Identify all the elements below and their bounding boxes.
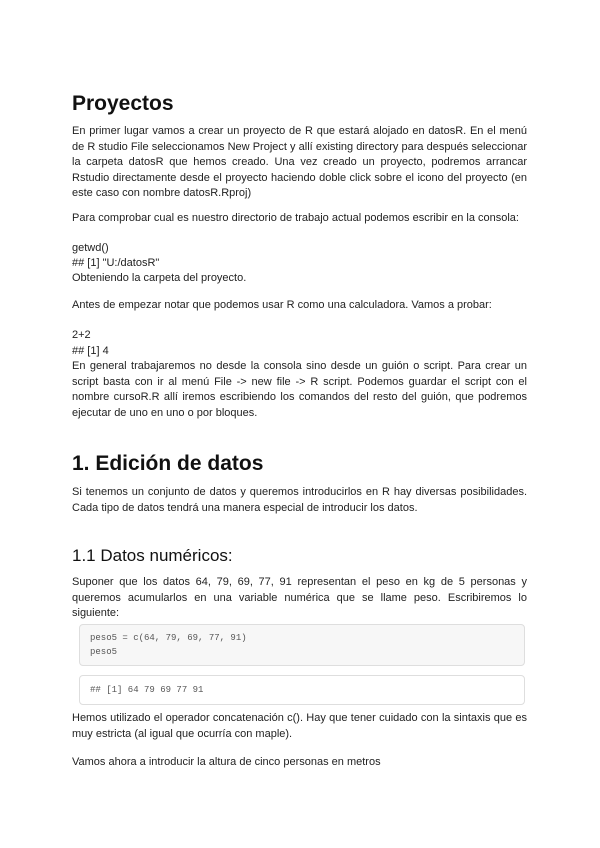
code-getwd: getwd() <box>72 242 109 254</box>
note-getwd: Obteniendo la carpeta del proyecto. <box>72 272 247 284</box>
output-getwd: ## [1] "U:/datosR" <box>72 257 160 269</box>
code-block-source <box>79 624 525 666</box>
paragraph-concatenacion: Hemos utilizado el operador concatenación c(). Hay que tener cuidado con la sintaxis que es muy estricta (al igual que ocurría con maple). <box>72 712 527 740</box>
paragraph-altura: Vamos ahora a introducir la altura de cinco personas en metros <box>72 756 381 768</box>
paragraph-script: En general trabajaremos no desde la consola sino desde un guión o script. Para crear un script basta con ir al menú File -> new file -> R script. Podemos guardar el script con el nombre cursoR.R allí iremos escribiendo los comandos del resto del guión, que podremos ejecutar de uno en uno o por bloques. <box>72 360 527 419</box>
paragraph-proyectos-intro: En primer lugar vamos a crear un proyecto de R que estará alojado en datosR. En el menú de R studio File seleccionamos New Project y allí existing directory para después seleccionar la carpeta datosR que hemos creado. Una vez creado un proyecto, podremos arrancar Rstudio directamente desde el proyecto haciendo doble click sobre el icono del proyecto (en este caso con nombre datosR.Rproj) <box>72 125 527 199</box>
code-line: peso5 <box>90 647 118 657</box>
heading-edicion-datos: 1. Edición de datos <box>72 452 264 475</box>
output-line: ## [1] 64 79 69 77 91 <box>90 685 204 695</box>
paragraph-edicion: Si tenemos un conjunto de datos y queremos introducirlos en R hay diversas posibilidades. Cada tipo de datos tendrá una manera especial de introducir los datos. <box>72 486 527 514</box>
output-calc: ## [1] 4 <box>72 345 109 357</box>
heading-datos-numericos: 1.1 Datos numéricos: <box>72 546 233 565</box>
code-line: peso5 = c(64, 79, 69, 77, 91) <box>90 633 247 643</box>
code-block-output <box>79 675 525 705</box>
heading-proyectos: Proyectos <box>72 92 174 115</box>
paragraph-numericos: Suponer que los datos 64, 79, 69, 77, 91 representan el peso en kg de 5 personas y queremos acumularlos en una variable numérica que se llame peso. Escribiremos lo siguiente: <box>72 576 527 619</box>
paragraph-directorio: Para comprobar cual es nuestro directorio de trabajo actual podemos escribir en la consola: <box>72 212 519 224</box>
paragraph-calculadora: Antes de empezar notar que podemos usar R como una calculadora. Vamos a probar: <box>72 299 492 311</box>
code-calc: 2+2 <box>72 329 91 341</box>
